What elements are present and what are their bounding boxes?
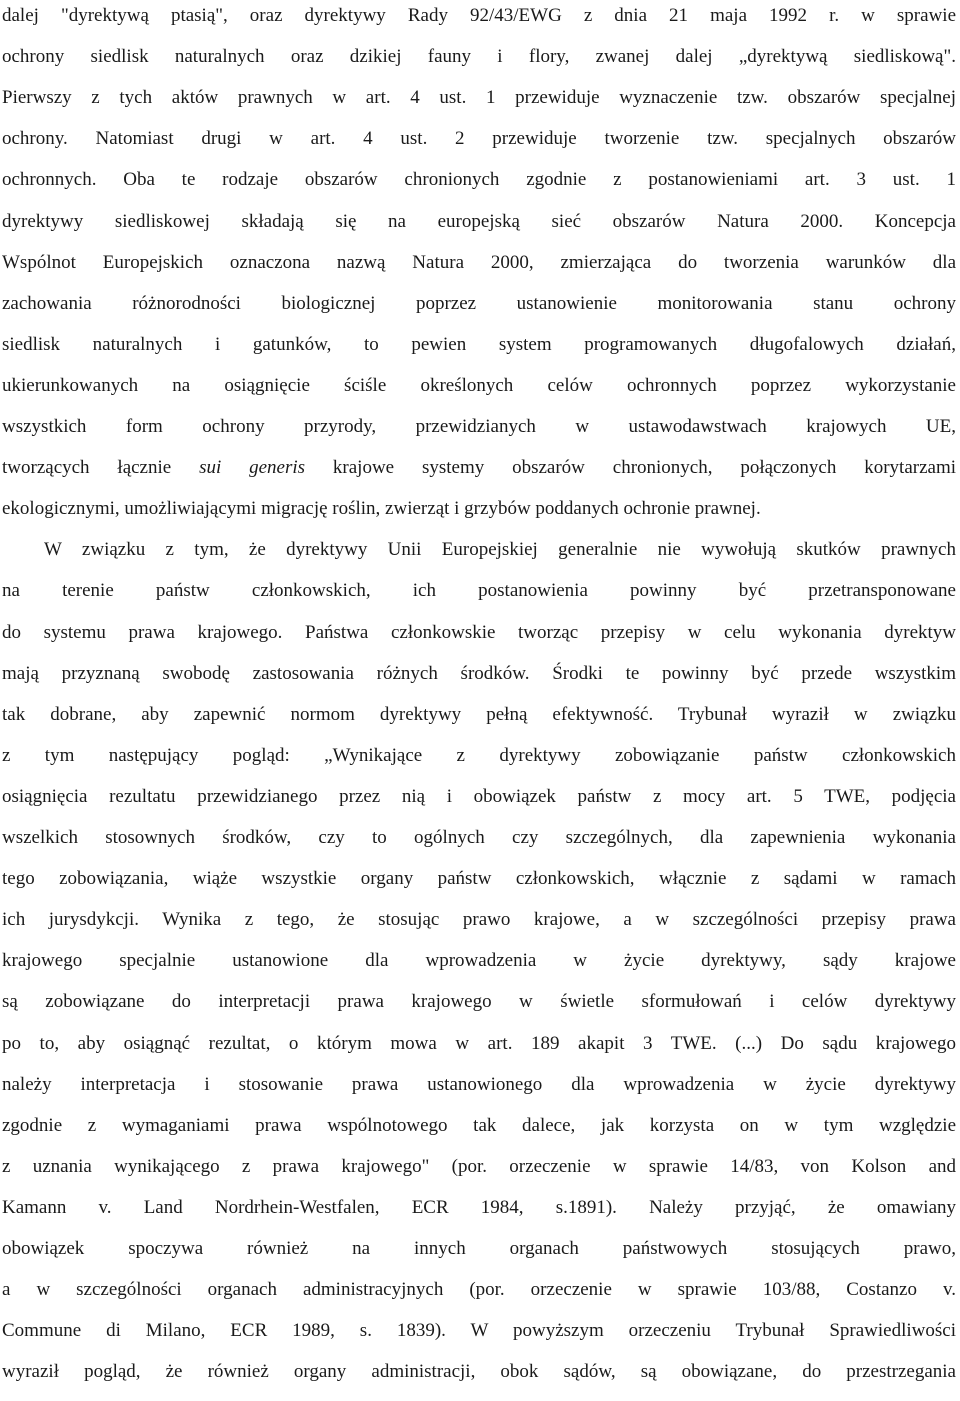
text-segment: do systemu prawa krajowego. Państwa członkowskie tworząc przepisy w celu wykonania dyrektyw xyxy=(2,621,956,643)
text-line xyxy=(2,1319,956,1360)
text-line xyxy=(2,621,956,662)
text-segment: zgodnie z wymaganiami prawa wspólnotowego tak dalece, jak korzysta on w tym względzie xyxy=(2,1114,956,1136)
text-line xyxy=(2,127,956,168)
text-segment: tworzących łącznie xyxy=(2,457,200,479)
text-line xyxy=(2,1155,956,1196)
text-line xyxy=(2,785,956,826)
text-segment: z tym następujący pogląd: „Wynikające z dyrektywy zobowiązanie państw członkowskich xyxy=(2,744,956,766)
text-segment: Commune di Milano, ECR 1989, s. 1839). W powyższym orzeczeniu Trybunał Sprawiedliwości xyxy=(2,1320,956,1342)
text-line xyxy=(2,1114,956,1155)
text-segment: ich jurysdykcji. Wynika z tego, że stosując prawo krajowe, a w szczególności przepisy prawa xyxy=(2,909,956,931)
text-line xyxy=(2,949,956,990)
text-line xyxy=(2,908,956,949)
text-segment: Kamann v. Land Nordrhein-Westfalen, ECR 1984, s.1891). Należy przyjąć, że omawiany xyxy=(2,1196,956,1218)
text-segment: krajowe systemy obszarów chronionych, połączonych korytarzami xyxy=(305,457,956,479)
text-line xyxy=(2,45,956,86)
text-line xyxy=(2,703,956,744)
text-line xyxy=(2,1237,956,1278)
text-segment: Pierwszy z tych aktów prawnych w art. 4 ust. 1 przewiduje wyznaczenie tzw. obszarów specjalnej xyxy=(2,87,956,109)
italic-term: sui generis xyxy=(199,457,306,479)
text-line xyxy=(2,251,956,292)
text-segment: krajowego specjalnie ustanowione dla wprowadzenia w życie dyrektywy, sądy krajowe xyxy=(2,950,956,972)
text-segment: dyrektywy siedliskowej składają się na europejską sieć obszarów Natura 2000. Koncepcja xyxy=(2,210,956,232)
text-segment: są zobowiązane do interpretacji prawa krajowego w świetle sformułowań i celów dyrektywy xyxy=(2,991,956,1013)
text-segment: ochronnych. Oba te rodzaje obszarów chronionych zgodnie z postanowieniami art. 3 ust. 1 xyxy=(2,169,956,191)
text-line xyxy=(2,86,956,127)
text-line xyxy=(2,1278,956,1319)
text-line xyxy=(2,374,956,415)
text-line xyxy=(2,292,956,333)
text-segment: wszystkich form ochrony przyrody, przewidzianych w ustawodawstwach krajowych UE, xyxy=(2,416,956,437)
text-line xyxy=(2,826,956,867)
text-line xyxy=(2,538,956,579)
text-segment: ekologicznymi, umożliwiającymi migrację roślin, zwierząt i grzybów poddanych ochronie prawnej. xyxy=(2,498,761,520)
text-segment: ukierunkowanych na osiągnięcie ściśle określonych celów ochronnych poprzez wykorzystanie xyxy=(2,374,956,396)
text-line xyxy=(2,867,956,908)
text-segment: tak dobrane, aby zapewnić normom dyrektywy pełną efektywność. Trybunał wyraził w związku xyxy=(2,703,956,725)
text-line xyxy=(2,990,956,1031)
text-segment: siedlisk naturalnych i gatunków, to pewien system programowanych długofalowych działań, xyxy=(2,333,956,355)
text-line xyxy=(2,415,956,456)
text-segment: zachowania różnorodności biologicznej poprzez ustanowienie monitorowania stanu ochrony xyxy=(2,292,956,314)
text-segment: Wspólnot Europejskich oznaczona nazwą Natura 2000, zmierzająca do tworzenia warunków dla xyxy=(2,251,956,273)
text-segment: na terenie państw członkowskich, ich postanowienia powinny być przetransponowane xyxy=(2,580,956,602)
text-line xyxy=(2,210,956,251)
text-segment: dalej "dyrektywą ptasią", oraz dyrektywy Rady 92/43/EWG z dnia 21 maja 1992 r. w sprawie xyxy=(2,5,956,26)
text-line xyxy=(2,579,956,620)
text-line xyxy=(2,456,956,497)
text-segment: z uznania wynikającego z prawa krajowego" (por. orzeczenie w sprawie 14/83, von Kolson and xyxy=(2,1155,956,1177)
text-line xyxy=(2,1360,956,1401)
text-line xyxy=(2,1032,956,1073)
text-segment: ochrony. Natomiast drugi w art. 4 ust. 2 przewiduje tworzenie tzw. specjalnych obszarów xyxy=(2,128,956,150)
text-segment: mają przyznaną swobodę zastosowania różnych środków. Środki te powinny być przede wszystkim xyxy=(2,662,956,684)
text-segment: ochrony siedlisk naturalnych oraz dzikiej fauny i flory, zwanej dalej „dyrektywą siedliskową". xyxy=(2,46,956,68)
text-line xyxy=(2,4,956,45)
text-segment: po to, aby osiągnąć rezultat, o którym mowa w art. 189 akapit 3 TWE. (...) Do sądu krajowego xyxy=(2,1032,956,1054)
text-line xyxy=(2,662,956,703)
text-line xyxy=(2,333,956,374)
text-segment: wszelkich stosownych środków, czy to ogólnych czy szczególnych, dla zapewnienia wykonania xyxy=(2,827,956,848)
text-segment: a w szczególności organach administracyjnych (por. orzeczenie w sprawie 103/88, Costanzo v. xyxy=(2,1279,956,1301)
text-segment: tego zobowiązania, wiąże wszystkie organy państw członkowskich, włącznie z sądami w ramach xyxy=(2,868,956,890)
text-line xyxy=(2,168,956,209)
text-line xyxy=(2,1073,956,1114)
text-segment: W związku z tym, że dyrektywy Unii Europejskiej generalnie nie wywołują skutków prawnych xyxy=(44,539,956,561)
text-line xyxy=(2,744,956,785)
text-line xyxy=(2,497,956,538)
text-line xyxy=(2,1196,956,1237)
text-segment: obowiązek spoczywa również na innych organach państwowych stosujących prawo, xyxy=(2,1238,956,1259)
text-segment: należy interpretacja i stosowanie prawa ustanowionego dla wprowadzenia w życie dyrektywy xyxy=(2,1073,956,1095)
text-segment: wyraził pogląd, że również organy administracji, obok sądów, są obowiązane, do przestrzegania xyxy=(2,1361,956,1383)
text-segment: osiągnięcia rezultatu przewidzianego przez nią i obowiązek państw z mocy art. 5 TWE, podjęcia xyxy=(2,785,956,807)
